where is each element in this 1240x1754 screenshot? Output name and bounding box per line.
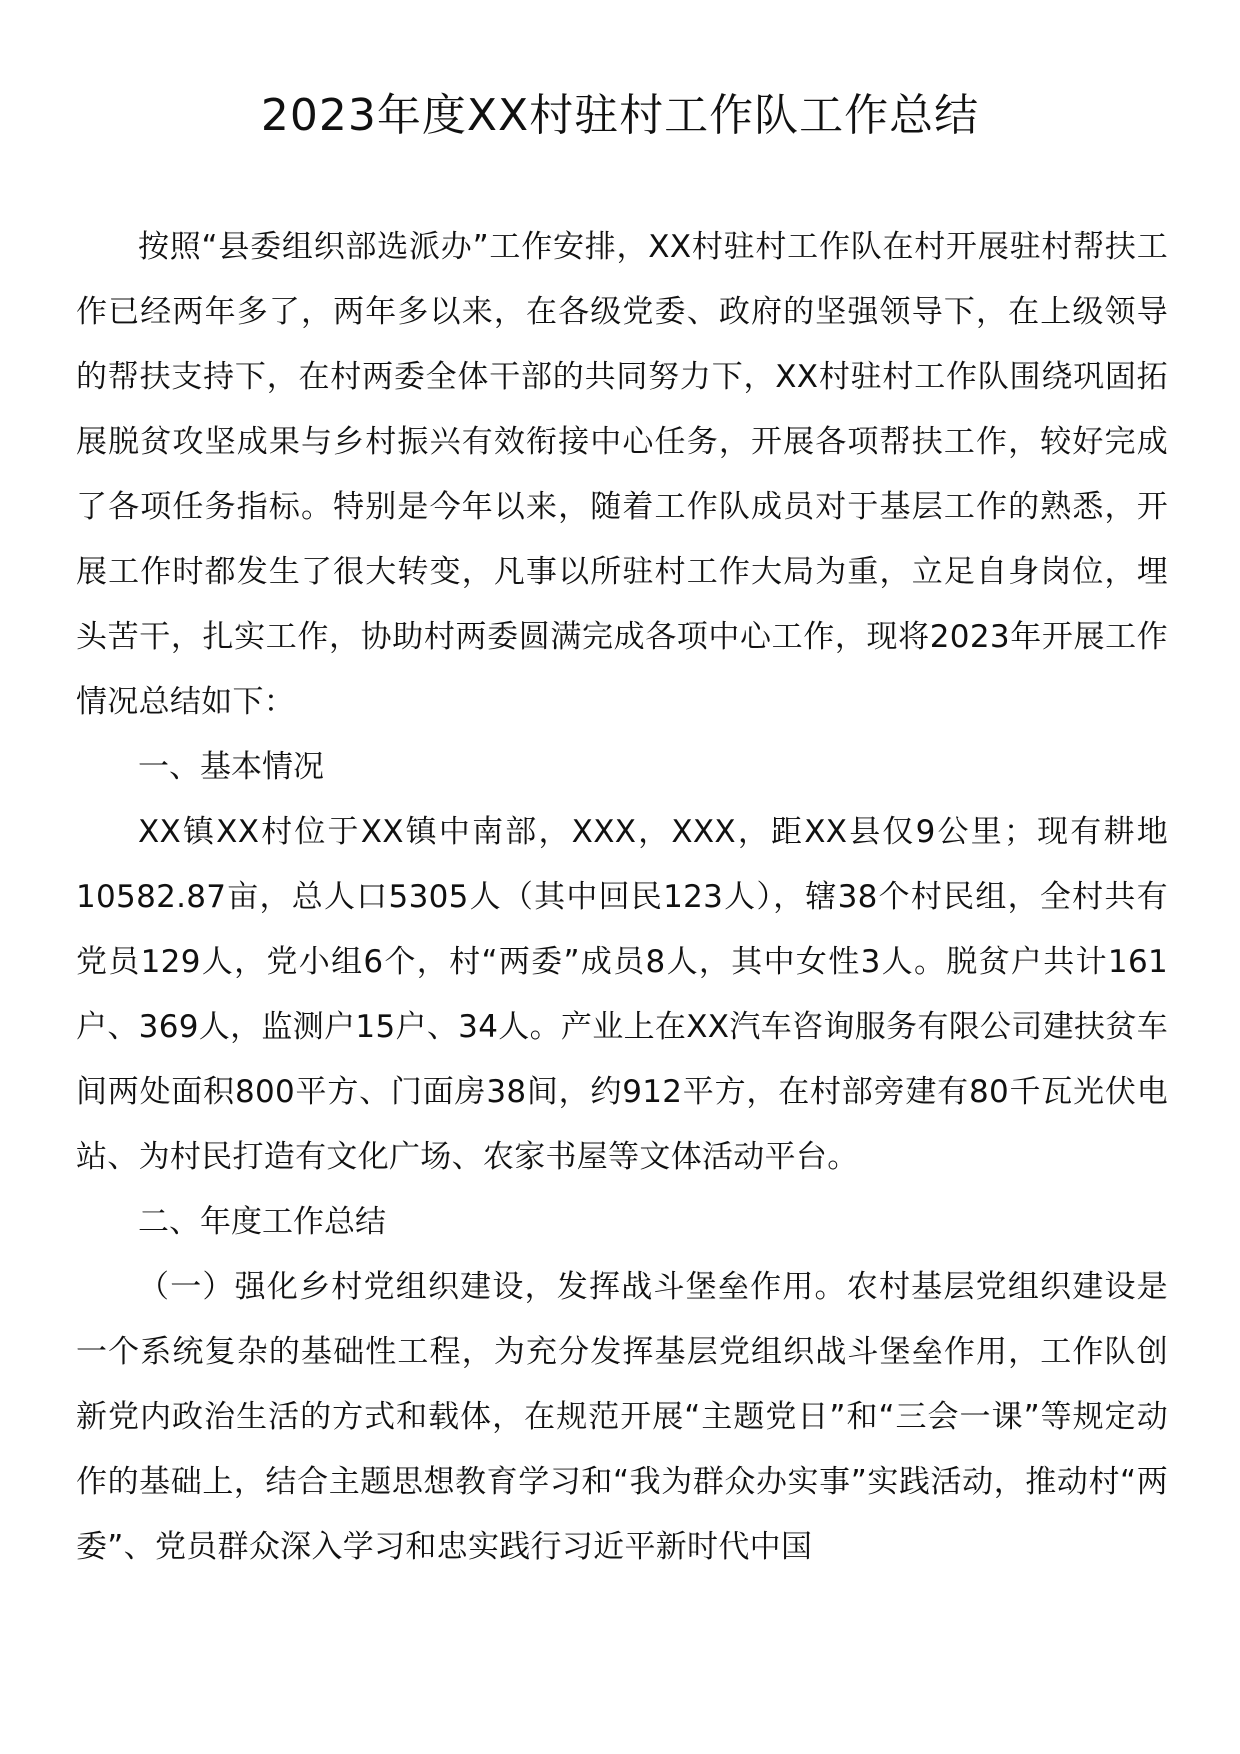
section-heading-annual-summary: 二、年度工作总结	[138, 1204, 386, 1240]
party-building-paragraph: （一）强化乡村党组织建设，发挥战斗堡垒作用。农村基层党组织建设是一个系统复杂的基础性工程，为充分发挥基层党组织战斗堡垒作用，工作队创新党内政治生活的方式和载体，在规范开展“主题党日”和“三会一课”等规定动作的基础上，结合主题思想教育学习和“我为群众办实事”实践活动，推动村“两委”、党员群众深入学习和忠实践行习近平新时代中国	[76, 1269, 1168, 1565]
document-body	[76, 215, 1168, 1580]
basic-situation-paragraph: XX镇XX村位于XX镇中南部，XXX，XXX，距XX县仅9公里；现有耕地10582.87亩，总人口5305人（其中回民123人），辖38个村民组，全村共有党员129人，党小组6个，村“两委”成员8人，其中女性3人。脱贫户共计161户、369人，监测户15户、34人。产业上在XX汽车咨询服务有限公司建扶贫车间两处面积800平方、门面房38间，约912平方，在村部旁建有80千瓦光伏电站、为村民打造有文化广场、农家书屋等文体活动平台。	[76, 814, 1168, 1175]
document-title: 2023年度XX村驻村工作队工作总结	[260, 90, 980, 141]
section-heading-basic-situation: 一、基本情况	[138, 749, 324, 785]
intro-paragraph: 按照“县委组织部选派办”工作安排，XX村驻村工作队在村开展驻村帮扶工作已经两年多了，两年多以来，在各级党委、政府的坚强领导下，在上级领导的帮扶支持下，在村两委全体干部的共同努力下，XX村驻村工作队围绕巩固拓展脱贫攻坚成果与乡村振兴有效衔接中心任务，开展各项帮扶工作，较好完成了各项任务指标。特别是今年以来，随着工作队成员对于基层工作的熟悉，开展工作时都发生了很大转变，凡事以所驻村工作大局为重，立足自身岗位，埋头苦干，扎实工作，协助村两委圆满完成各项中心工作，现将2023年开展工作情况总结如下：	[76, 229, 1168, 720]
